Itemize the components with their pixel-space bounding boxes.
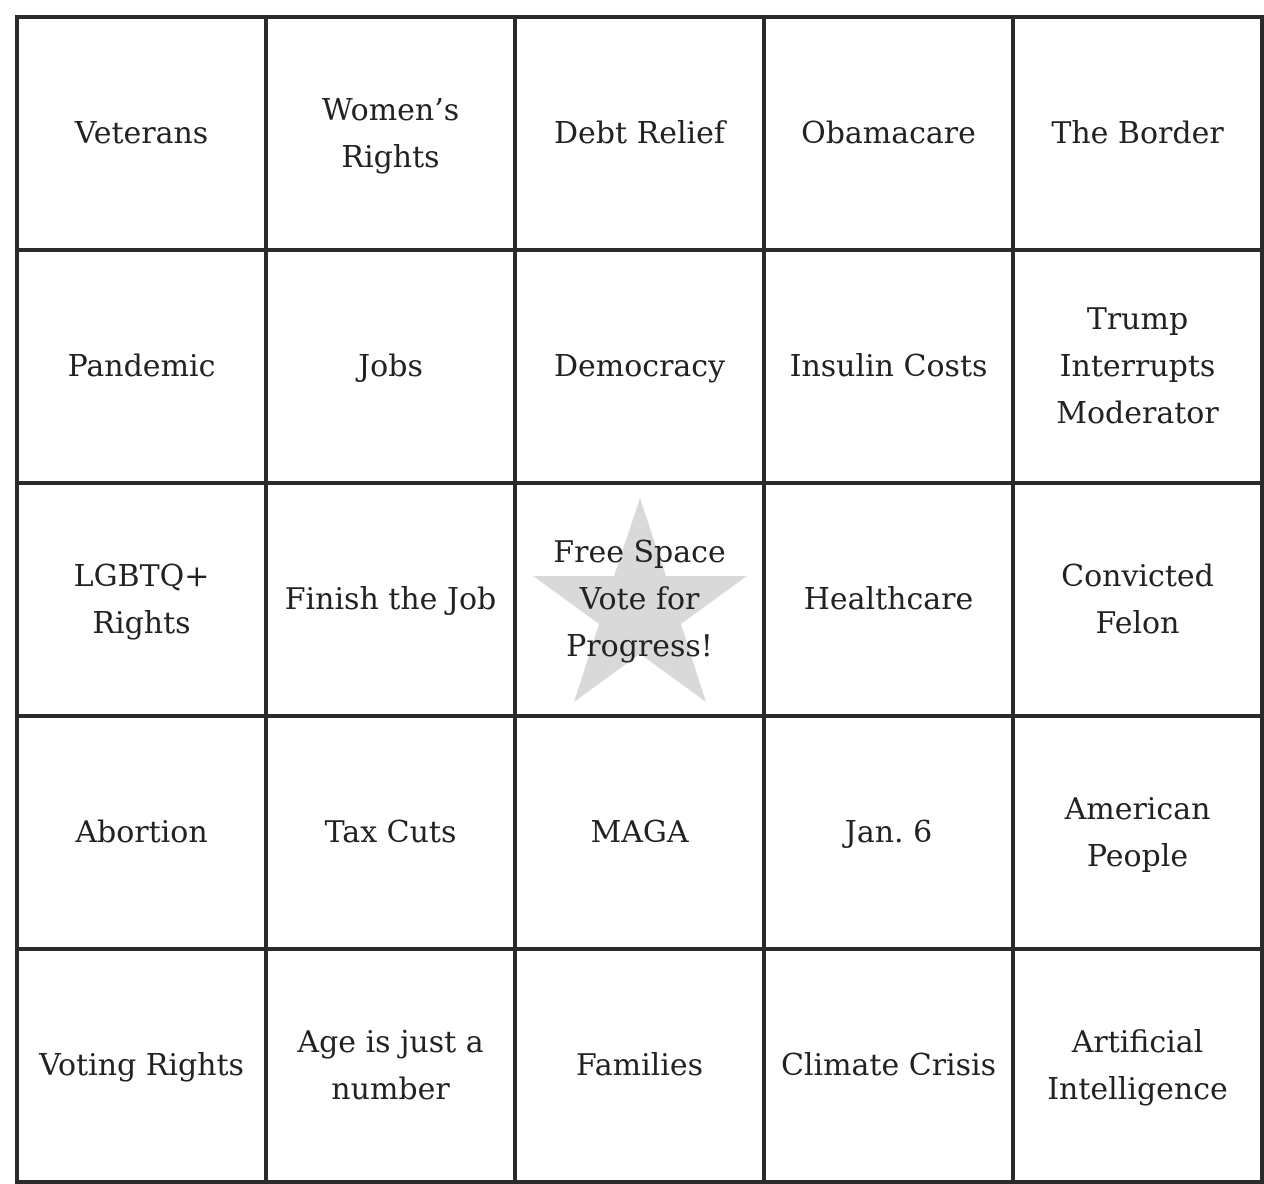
bingo-cell[interactable] <box>1013 716 1262 949</box>
bingo-cell[interactable] <box>17 17 266 250</box>
bingo-cell-label: Convicted Felon <box>1061 558 1214 641</box>
bingo-cell[interactable] <box>515 250 764 483</box>
bingo-board <box>15 15 1264 1184</box>
bingo-row <box>17 250 1262 483</box>
bingo-cell-label: LGBTQ+ Rights <box>73 558 210 641</box>
bingo-cell-label: Jobs <box>358 349 423 384</box>
bingo-cell[interactable] <box>764 949 1013 1182</box>
bingo-cell-label: Abortion <box>75 815 208 850</box>
bingo-cell[interactable] <box>266 17 515 250</box>
free-space-label: Free Space Vote for Progress! <box>553 535 726 664</box>
bingo-cell[interactable] <box>764 483 1013 716</box>
bingo-cell-label: The Border <box>1051 116 1224 151</box>
bingo-cell-label: Democracy <box>553 349 726 384</box>
bingo-cell-label: Age is just a number <box>297 1024 484 1107</box>
bingo-row <box>17 17 1262 250</box>
bingo-cell-label: Jan. 6 <box>844 815 933 850</box>
bingo-cell-label: Finish the Job <box>284 582 497 617</box>
bingo-cell[interactable] <box>515 716 764 949</box>
bingo-row <box>17 716 1262 949</box>
bingo-cell-label: Artificial Intelligence <box>1047 1024 1228 1107</box>
bingo-cell[interactable] <box>266 716 515 949</box>
bingo-cell-free-space[interactable] <box>515 483 764 716</box>
bingo-cell-label: Women’s Rights <box>321 92 460 175</box>
bingo-cell-label: Families <box>575 1048 704 1083</box>
bingo-cell[interactable] <box>515 949 764 1182</box>
bingo-cell-label: Insulin Costs <box>789 349 988 384</box>
bingo-cell[interactable] <box>1013 250 1262 483</box>
bingo-cell-label: Pandemic <box>67 349 216 384</box>
bingo-cell-label: Healthcare <box>803 582 974 617</box>
bingo-cell[interactable] <box>764 250 1013 483</box>
bingo-cell[interactable] <box>266 949 515 1182</box>
bingo-cell[interactable] <box>17 716 266 949</box>
bingo-cell[interactable] <box>266 250 515 483</box>
bingo-cell[interactable] <box>17 483 266 716</box>
bingo-cell-label: Debt Relief <box>554 116 725 151</box>
bingo-cell[interactable] <box>17 250 266 483</box>
bingo-cell[interactable] <box>1013 483 1262 716</box>
bingo-grid <box>17 17 1262 1182</box>
bingo-cell[interactable] <box>764 17 1013 250</box>
bingo-cell-label: Climate Crisis <box>780 1048 997 1083</box>
bingo-cell[interactable] <box>764 716 1013 949</box>
bingo-row <box>17 949 1262 1182</box>
bingo-cell[interactable] <box>266 483 515 716</box>
bingo-cell-label: Obamacare <box>801 116 976 151</box>
bingo-cell[interactable] <box>17 949 266 1182</box>
bingo-cell-label: Veterans <box>74 116 209 151</box>
bingo-cell-label: Voting Rights <box>39 1048 244 1083</box>
bingo-cell-label: MAGA <box>590 815 689 850</box>
bingo-row <box>17 483 1262 716</box>
bingo-cell[interactable] <box>1013 17 1262 250</box>
bingo-cell-label: Trump Interrupts Moderator <box>1056 302 1219 431</box>
bingo-cell-label: American People <box>1064 791 1211 874</box>
bingo-cell[interactable] <box>1013 949 1262 1182</box>
bingo-cell-label: Tax Cuts <box>324 815 457 850</box>
bingo-cell[interactable] <box>515 17 764 250</box>
